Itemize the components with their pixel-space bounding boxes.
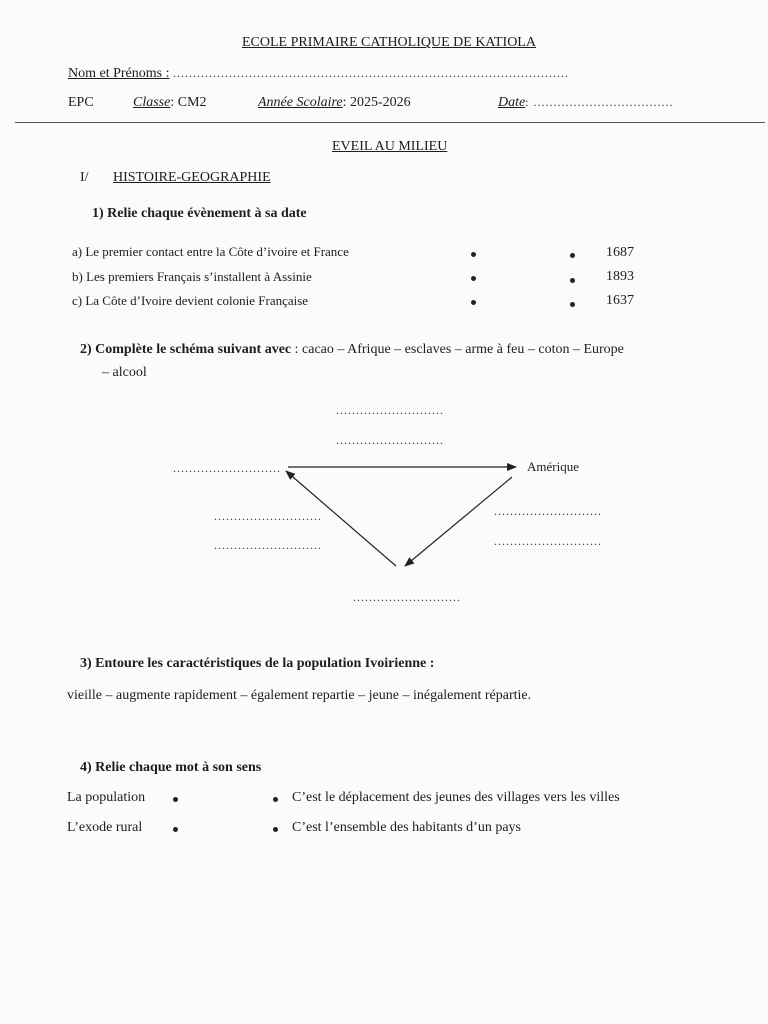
- name-field[interactable]: ...................................................................................................: [173, 66, 569, 80]
- section-number: I/: [80, 170, 89, 185]
- arrow-america-to-africa: [405, 477, 512, 566]
- q3-options[interactable]: vieille – augmente rapidement – également repartie – jeune – inégalement répartie.: [67, 688, 532, 703]
- q1-date-1: 1687: [606, 245, 634, 260]
- q4-meaning-1: C’est le déplacement des jeunes des villages vers les villes: [292, 790, 620, 805]
- q2-word-list: : cacao – Afrique – esclaves – arme à feu – coton – Europe: [291, 342, 624, 357]
- class-label: Classe: [133, 95, 171, 110]
- q2-blank-right-2[interactable]: ...........................: [494, 534, 602, 548]
- date-label: Date: [498, 95, 526, 110]
- q4-word-1-dot[interactable]: [173, 797, 178, 802]
- q4-meaning-1-dot[interactable]: [273, 797, 278, 802]
- q2-word-list-cont: – alcool: [102, 365, 147, 380]
- date-value[interactable]: : ...................................: [525, 95, 674, 109]
- q1-date-2: 1893: [606, 269, 634, 284]
- q1-date-3: 1637: [606, 293, 634, 308]
- q1-event-b: b) Les premiers Français s’installent à Assinie: [72, 269, 312, 284]
- year-label: Année Scolaire: [258, 95, 343, 110]
- q4-word-population: La population: [67, 790, 146, 805]
- q4-title: 4) Relie chaque mot à son sens: [80, 760, 262, 775]
- q2-blank-europe[interactable]: ...........................: [173, 461, 281, 475]
- epc-label: EPC: [68, 95, 94, 110]
- school-name: ECOLE PRIMAIRE CATHOLIQUE DE KATIOLA: [242, 35, 536, 50]
- year-value: : 2025-2026: [342, 95, 411, 110]
- q4-meaning-2: C’est l’ensemble des habitants d’un pays: [292, 820, 522, 835]
- q1-title: 1) Relie chaque évènement à sa date: [92, 206, 307, 221]
- q1-event-c: c) La Côte d’Ivoire devient colonie Française: [72, 293, 309, 308]
- q2-label-america: Amérique: [527, 459, 579, 474]
- q2-blank-top-1[interactable]: ...........................: [336, 403, 444, 417]
- name-label: Nom et Prénoms :: [68, 66, 170, 81]
- q2-blank-top-2[interactable]: ...........................: [336, 433, 444, 447]
- arrow-africa-to-europe: [286, 471, 396, 566]
- q2-blank-right-1[interactable]: ...........................: [494, 504, 602, 518]
- q1-event-a: a) Le premier contact entre la Côte d’ivoire et France: [72, 244, 349, 259]
- q2-prefix: 2) Complète le schéma suivant avec: [80, 342, 292, 357]
- q2-blank-africa[interactable]: ...........................: [353, 590, 461, 604]
- section-title: HISTOIRE-GEOGRAPHIE: [113, 170, 271, 185]
- q2-blank-left-2[interactable]: ...........................: [214, 538, 322, 552]
- q4-meaning-2-dot[interactable]: [273, 827, 278, 832]
- q2-blank-left-1[interactable]: ...........................: [214, 509, 322, 523]
- q3-title: 3) Entoure les caractéristiques de la population Ivoirienne :: [80, 656, 435, 671]
- q4-word-2-dot[interactable]: [173, 827, 178, 832]
- subject-title: EVEIL AU MILIEU: [332, 139, 448, 154]
- class-value: : CM2: [170, 95, 207, 110]
- q4-word-exode: L’exode rural: [67, 820, 143, 835]
